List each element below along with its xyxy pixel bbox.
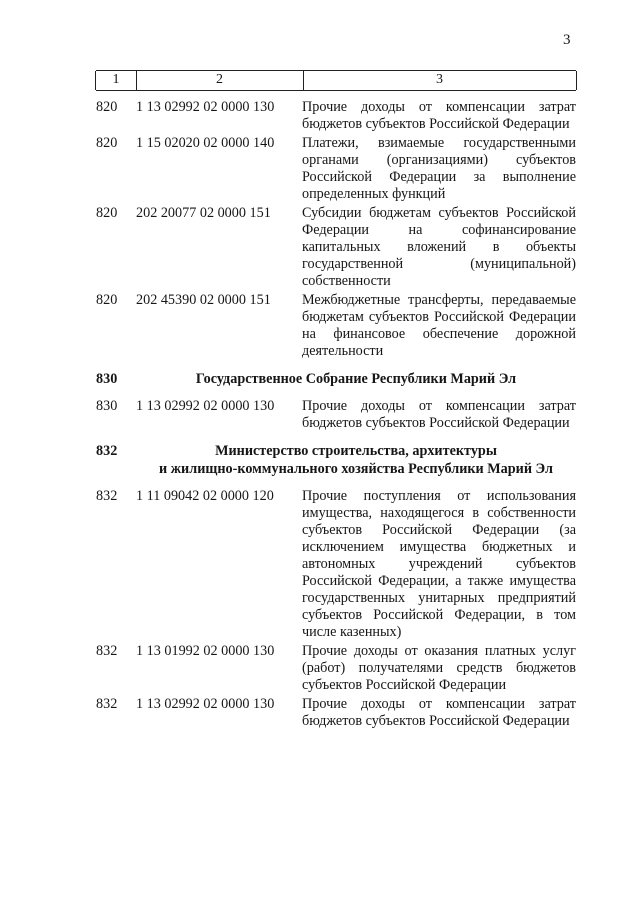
row-income-code: 1 15 02020 02 0000 140 — [136, 135, 275, 151]
row-income-code: 1 11 09042 02 0000 120 — [136, 488, 274, 504]
section-code: 832 — [96, 443, 118, 459]
column-header-1: 1 — [112, 72, 120, 87]
table-row — [96, 643, 576, 694]
table-row — [96, 292, 576, 360]
section-heading — [96, 442, 576, 478]
row-income-code: 1 13 02992 02 0000 130 — [136, 398, 275, 414]
row-authority-code: 830 — [96, 398, 118, 414]
row-authority-code: 820 — [96, 135, 118, 151]
row-description: Прочие доходы от компенсации затрат бюджетов субъектов Российской Федерации — [302, 99, 576, 132]
column-divider — [576, 71, 577, 90]
row-authority-code: 832 — [96, 696, 118, 712]
table-row — [96, 488, 576, 641]
row-description: Прочие доходы от компенсации затрат бюджетов субъектов Российской Федерации — [302, 398, 576, 431]
row-description: Прочие доходы от компенсации затрат бюджетов субъектов Российской Федерации — [302, 696, 576, 729]
table-row — [96, 696, 576, 730]
page-number: 3 — [563, 32, 571, 48]
row-income-code: 202 20077 02 0000 151 — [136, 205, 271, 221]
classification-table — [96, 70, 576, 730]
table-row — [96, 99, 576, 133]
section-title-line: Государственное Собрание Республики Марий Эл — [195, 371, 517, 387]
row-description: Платежи, взимаемые государственными органами (организациями) субъектов Российской Федерации за выполнение определенных функций — [302, 135, 576, 202]
section-title-line: Министерство строительства, архитектуры — [215, 443, 497, 459]
row-authority-code: 820 — [96, 292, 118, 308]
row-income-code: 1 13 01992 02 0000 130 — [136, 643, 275, 659]
table-header — [96, 70, 576, 91]
row-description: Прочие поступления от использования имущества, находящегося в собственности субъектов Российской Федерации (за исключением имущества бюджетных и автономных учреждений субъектов Российской Федерации, а также имущества государственных унитарных предприятий субъектов Российской Федерации, в том числе казенных) — [302, 488, 576, 640]
row-income-code: 202 45390 02 0000 151 — [136, 292, 271, 308]
row-authority-code: 820 — [96, 99, 118, 115]
table-row — [96, 398, 576, 432]
table-body — [96, 99, 576, 730]
row-authority-code: 820 — [96, 205, 118, 221]
row-authority-code: 832 — [96, 643, 118, 659]
section-title — [136, 442, 576, 478]
row-description: Прочие доходы от оказания платных услуг (работ) получателями средств бюджетов субъектов Российской Федерации — [302, 643, 576, 693]
section-code: 830 — [96, 371, 118, 387]
section-heading — [96, 370, 576, 388]
table-row — [96, 135, 576, 203]
section-title — [136, 370, 576, 388]
section-title-line: и жилищно-коммунального хозяйства Республики Марий Эл — [159, 461, 553, 477]
row-description: Межбюджетные трансферты, передаваемые бюджетам субъектов Российской Федерации на финансовое обеспечение дорожной деятельности — [302, 292, 576, 359]
row-income-code: 1 13 02992 02 0000 130 — [136, 696, 275, 712]
row-income-code: 1 13 02992 02 0000 130 — [136, 99, 275, 115]
column-header-3: 3 — [436, 72, 443, 87]
column-header-2: 2 — [216, 72, 223, 87]
row-authority-code: 832 — [96, 488, 118, 504]
table-row — [96, 205, 576, 290]
row-description: Субсидии бюджетам субъектов Российской Федерации на софинансирование капитальных вложений в объекты государственной (муниципальной) собственности — [302, 205, 576, 289]
